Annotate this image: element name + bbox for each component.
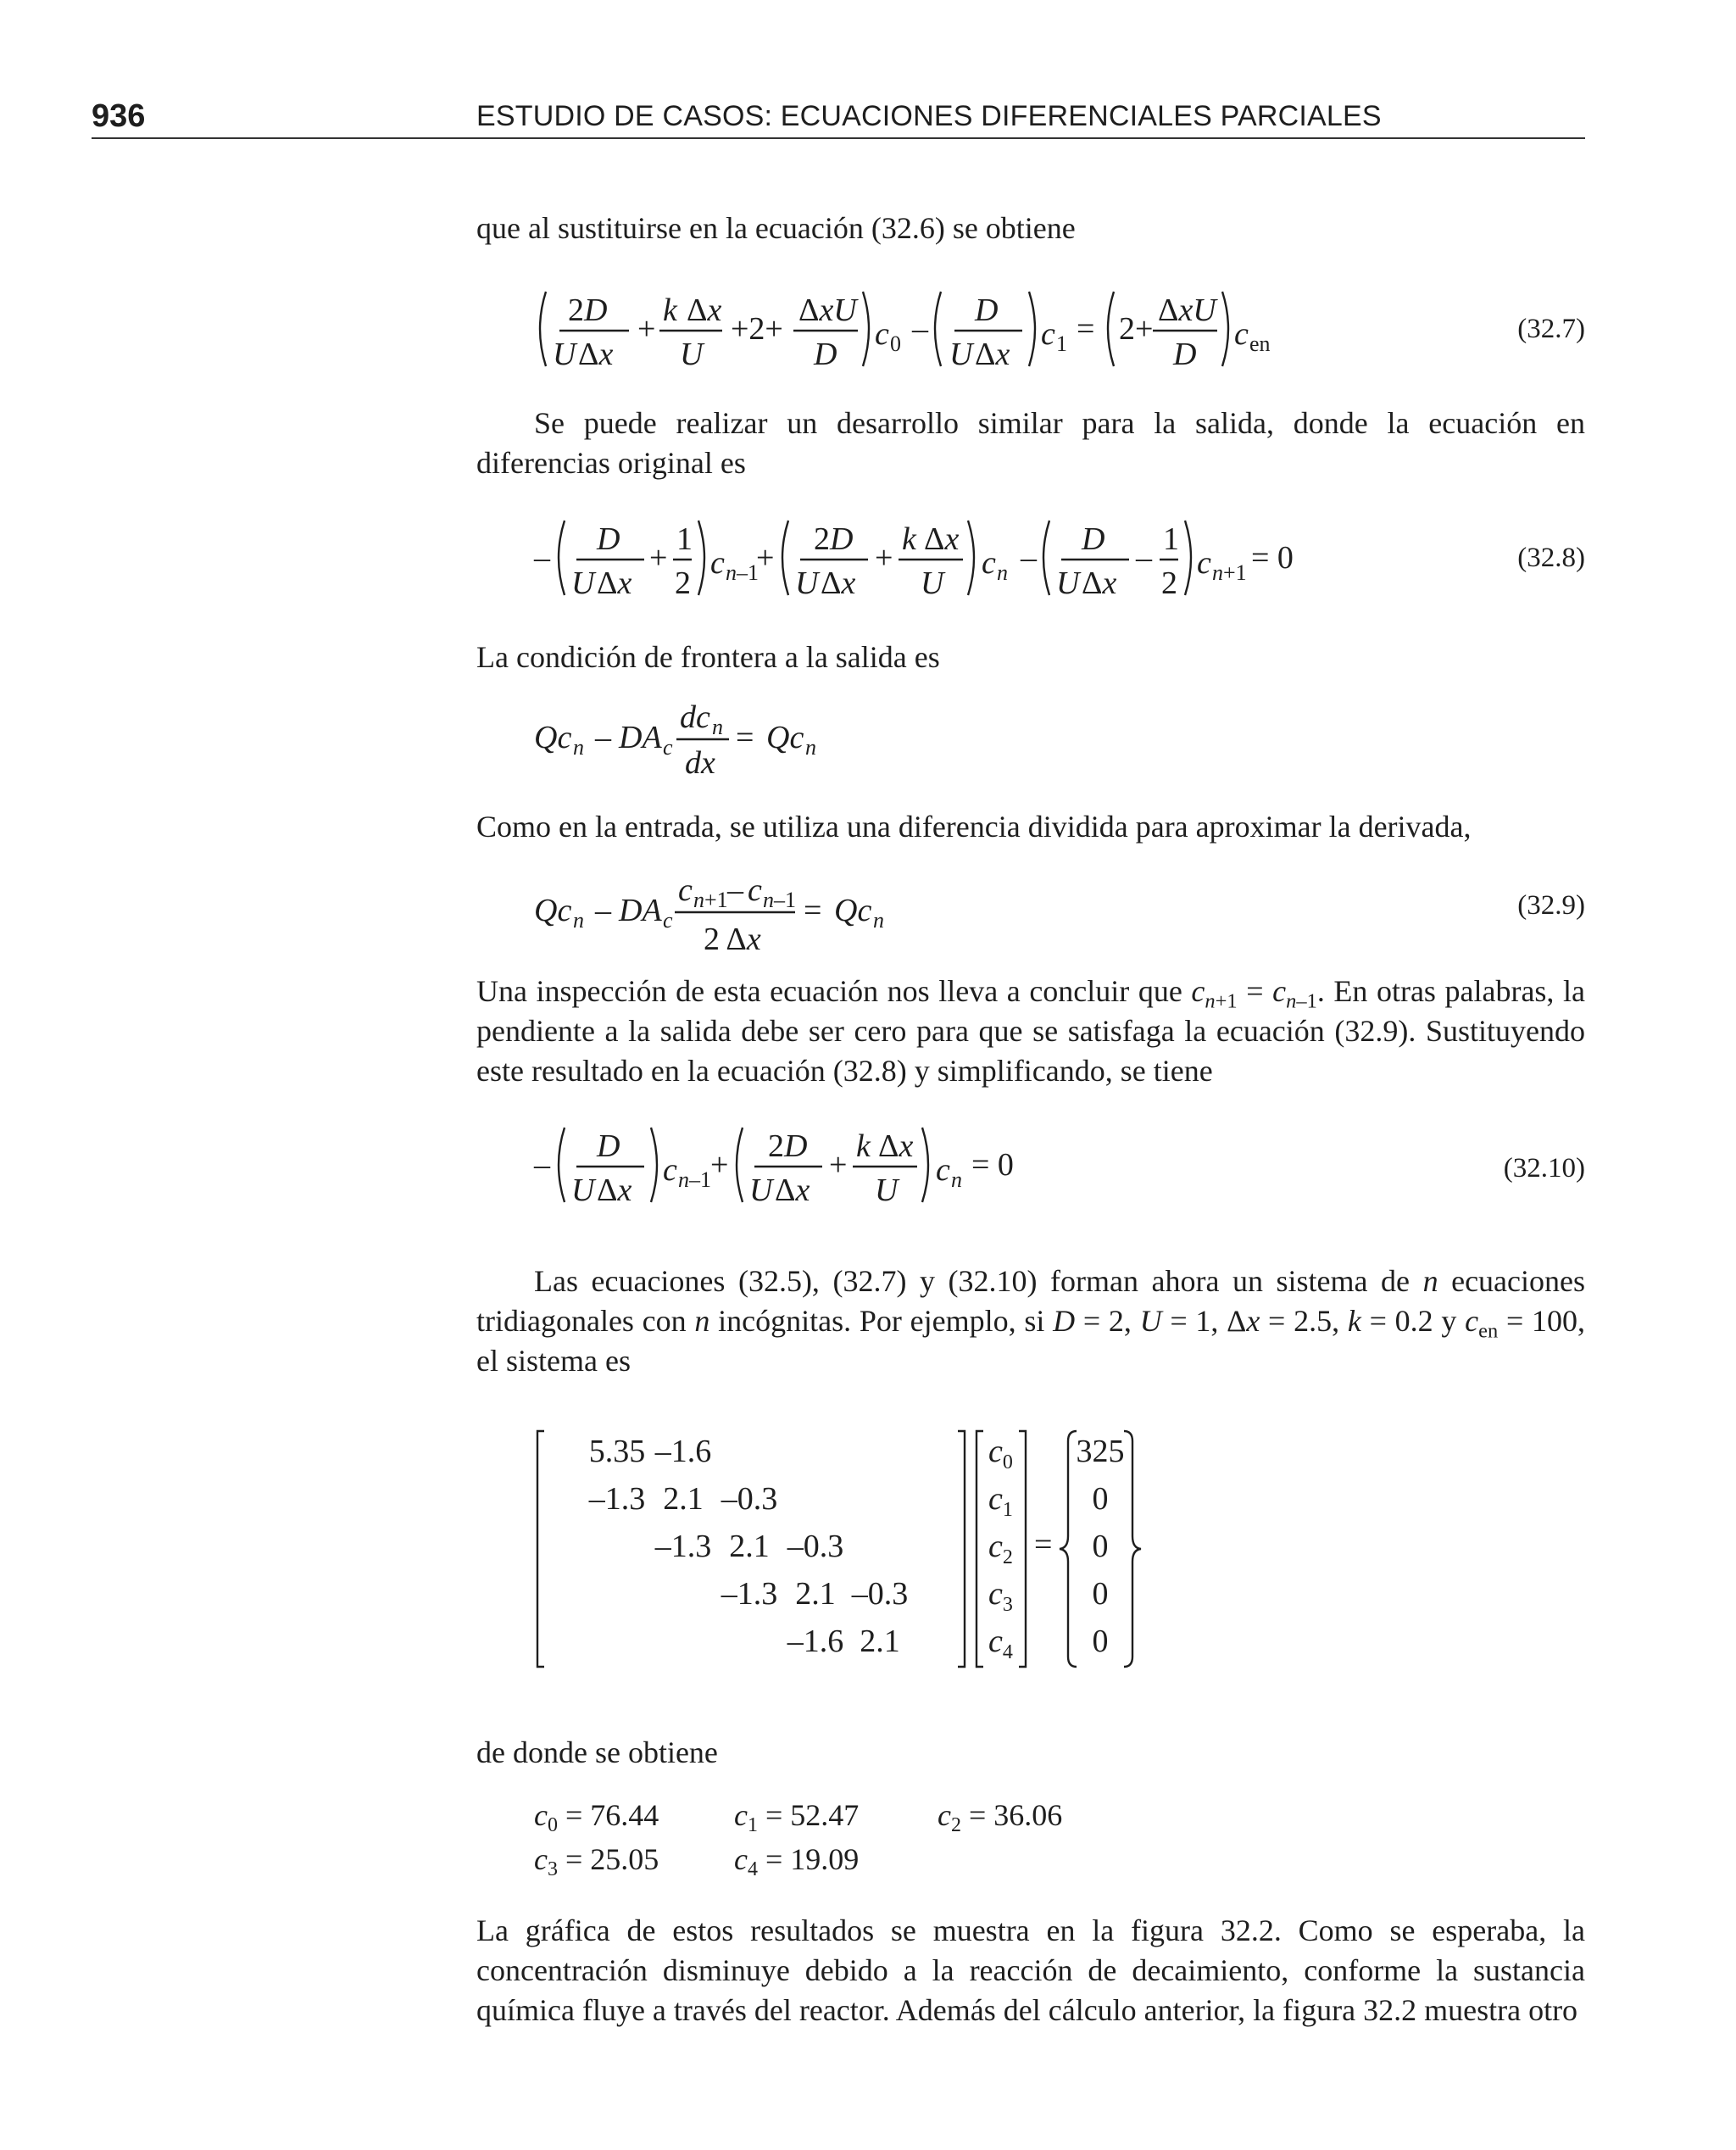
rhs-cell: 0 xyxy=(1092,1624,1109,1659)
header-rule xyxy=(92,137,1585,139)
svg-text:n–1: n–1 xyxy=(678,1167,711,1192)
svg-text:n: n xyxy=(573,735,584,760)
svg-text:c: c xyxy=(678,872,693,908)
svg-text:Δx: Δx xyxy=(578,337,614,372)
unknown-cell: $c_0$ xyxy=(988,1434,1013,1473)
svg-text:2: 2 xyxy=(675,565,691,601)
svg-text:n+1: n+1 xyxy=(693,888,728,912)
equation-32-8 xyxy=(534,514,1331,607)
svg-text:Δx: Δx xyxy=(1082,565,1117,601)
equation-32-7 xyxy=(534,285,1297,378)
rhs-cell: 325 xyxy=(1076,1434,1125,1469)
paragraph-divided-difference: Como en la entrada, se utiliza una diferencia dividida para aproximar la derivada, xyxy=(476,810,1472,844)
svg-text:D: D xyxy=(814,337,837,372)
svg-text:–: – xyxy=(727,872,743,908)
svg-text:c: c xyxy=(663,1152,677,1188)
svg-text:–: – xyxy=(1021,540,1037,576)
paragraph-intro: que al sustituirse en la ecuación (32.6) se obtiene xyxy=(476,211,1076,245)
paragraph-slope-zero: Una inspección de esta ecuación nos lleva a concluir que $c_{n+1} = c_{n-1}$. En otras palabras, la pendiente a la salida debe ser cero para que se satisfaga la ecuación (32.9). Sustituyendo este resultado en la ecuación (32.8) y simplificando, se tiene xyxy=(476,974,1585,1088)
svg-text:U: U xyxy=(680,337,704,372)
svg-text:DA: DA xyxy=(619,720,662,755)
svg-text:Δx: Δx xyxy=(975,337,1010,372)
svg-text:D: D xyxy=(597,1128,620,1164)
paragraph-outlet-boundary: La condición de frontera a la salida es xyxy=(476,640,940,674)
svg-text:dx: dx xyxy=(685,745,715,781)
svg-text:D: D xyxy=(1173,337,1197,372)
result-c3: $c_3 = 25.05$ xyxy=(534,1842,659,1881)
svg-text:–: – xyxy=(912,311,928,347)
result-c0: $c_0 = 76.44$ xyxy=(534,1798,659,1837)
svg-text:D: D xyxy=(975,292,999,328)
matrix-cell: –1.3 xyxy=(588,1481,646,1517)
svg-text:Δx: Δx xyxy=(597,1172,632,1208)
svg-text:c: c xyxy=(748,872,762,908)
paragraph-tridiagonal-system: Las ecuaciones (32.5), (32.7) y (32.10) forman ahora un sistema de n ecuaciones tridiagonales con n incógnitas. Por ejemplo, si D = 2, U = 1, Δx = 2.5, k = 0.2 y $c_{en} = 100$, el sistema es xyxy=(476,1264,1586,1378)
svg-text:c: c xyxy=(1234,316,1249,352)
svg-text:Δx: Δx xyxy=(821,565,856,601)
svg-text:+: + xyxy=(756,540,775,576)
svg-text:2D: 2D xyxy=(768,1128,808,1164)
matrix-system xyxy=(534,1428,1144,1674)
matrix-cell: –1.6 xyxy=(654,1434,712,1469)
svg-text:c: c xyxy=(936,1152,950,1188)
svg-text:–: – xyxy=(534,540,550,576)
svg-text:Qc: Qc xyxy=(534,893,572,928)
svg-text:en: en xyxy=(1249,331,1271,356)
svg-text:k: k xyxy=(902,521,916,557)
svg-text:+: + xyxy=(829,1147,848,1183)
svg-text:= 0: = 0 xyxy=(1251,540,1294,576)
running-head: ESTUDIO DE CASOS: ECUACIONES DIFERENCIALES PARCIALES xyxy=(476,100,1382,132)
svg-text:n: n xyxy=(573,908,584,933)
svg-text:ΔxU: ΔxU xyxy=(798,292,857,328)
matrix-cell: –0.3 xyxy=(787,1529,844,1564)
svg-text:U: U xyxy=(949,337,973,372)
matrix-cell: 5.35 xyxy=(588,1434,646,1469)
result-c1: $c_1 = 52.47$ xyxy=(734,1798,860,1837)
svg-text:c: c xyxy=(710,545,725,581)
result-c4: $c_4 = 19.09$ xyxy=(734,1842,860,1881)
svg-text:dc: dc xyxy=(680,699,710,735)
matrix-cell: –1.6 xyxy=(787,1624,844,1659)
svg-text:2D: 2D xyxy=(568,292,608,328)
svg-text:+2+: +2+ xyxy=(731,311,783,347)
svg-text:n: n xyxy=(712,715,723,739)
svg-text:n: n xyxy=(951,1167,962,1192)
page-number: 936 xyxy=(92,98,146,134)
svg-text:U: U xyxy=(553,337,576,372)
svg-text:Qc: Qc xyxy=(834,893,872,928)
svg-text:1: 1 xyxy=(676,521,693,557)
svg-text:U: U xyxy=(571,565,595,601)
svg-text:=: = xyxy=(1077,311,1095,347)
result-c2: $c_2 = 36.06$ xyxy=(938,1798,1063,1837)
svg-text:U: U xyxy=(571,1172,595,1208)
svg-text:2+: 2+ xyxy=(1119,311,1154,347)
svg-text:–: – xyxy=(1136,540,1152,576)
svg-text:U: U xyxy=(749,1172,773,1208)
equation-32-9 xyxy=(534,868,907,961)
svg-text:c: c xyxy=(663,908,673,933)
svg-text:D: D xyxy=(597,521,620,557)
svg-text:Δx: Δx xyxy=(878,1128,914,1164)
svg-text:U: U xyxy=(921,565,944,601)
svg-text:Δx: Δx xyxy=(597,565,632,601)
svg-text:1: 1 xyxy=(1056,331,1067,356)
equation-number-32-8: (32.8) xyxy=(1517,543,1585,573)
matrix-cell: –1.3 xyxy=(721,1576,778,1612)
unknown-cell: $c_4$ xyxy=(988,1624,1013,1663)
equation-number-32-7: (32.7) xyxy=(1517,314,1585,344)
equation-number-32-9: (32.9) xyxy=(1517,890,1585,921)
matrix-cell: 2.1 xyxy=(729,1529,770,1564)
unknown-cell: $c_2$ xyxy=(988,1529,1013,1568)
svg-text:–: – xyxy=(595,720,611,755)
svg-text:n: n xyxy=(805,735,816,760)
svg-text:0: 0 xyxy=(890,331,901,356)
svg-text:Qc: Qc xyxy=(534,720,572,755)
svg-text:U: U xyxy=(795,565,819,601)
matrix-cell: –0.3 xyxy=(851,1576,909,1612)
svg-text:=: = xyxy=(736,720,754,755)
svg-text:U: U xyxy=(875,1172,899,1208)
rhs-cell: 0 xyxy=(1092,1529,1109,1564)
matrix-cell: 2.1 xyxy=(795,1576,836,1612)
svg-text:Δx: Δx xyxy=(775,1172,810,1208)
svg-text:n–1: n–1 xyxy=(763,888,796,912)
svg-text:k: k xyxy=(663,292,677,328)
svg-text:c: c xyxy=(1197,545,1211,581)
svg-text:=: = xyxy=(1034,1527,1053,1562)
svg-text:n–1: n–1 xyxy=(726,560,759,585)
svg-text:ΔxU: ΔxU xyxy=(1158,292,1216,328)
svg-text:c: c xyxy=(663,735,673,760)
svg-text:+: + xyxy=(875,540,893,576)
svg-text:c: c xyxy=(875,316,889,352)
svg-text:=: = xyxy=(804,893,822,928)
svg-text:Δx: Δx xyxy=(687,292,722,328)
equation-32-10 xyxy=(534,1121,1060,1214)
svg-text:Δx: Δx xyxy=(924,521,960,557)
svg-text:n+1: n+1 xyxy=(1212,560,1247,585)
equation-number-32-10: (32.10) xyxy=(1503,1153,1585,1184)
paragraph-figure-discussion: La gráfica de estos resultados se muestra en la figura 32.2. Como se esperaba, la concentración disminuye debido a la reacción de decaimiento, conforme la sustancia química fluye a través del reactor. Además del cálculo anterior, la figura 32.2 muestra otro xyxy=(476,1913,1585,2027)
svg-text:2D: 2D xyxy=(814,521,854,557)
matrix-cell: –0.3 xyxy=(721,1481,778,1517)
matrix-cell: –1.3 xyxy=(654,1529,712,1564)
equation-outlet-boundary xyxy=(534,695,873,788)
svg-text:Qc: Qc xyxy=(766,720,804,755)
paragraph-solution-intro: de donde se obtiene xyxy=(476,1735,718,1769)
svg-text:U: U xyxy=(1056,565,1080,601)
svg-text:n: n xyxy=(997,560,1008,585)
paragraph-outlet-development: Se puede realizar un desarrollo similar para la salida, donde la ecuación en diferencias original es xyxy=(476,406,1585,480)
svg-text:2 Δx: 2 Δx xyxy=(704,922,761,957)
svg-text:k: k xyxy=(856,1128,871,1164)
svg-text:+: + xyxy=(649,540,668,576)
svg-text:–: – xyxy=(595,893,611,928)
svg-text:c: c xyxy=(982,545,996,581)
svg-text:+: + xyxy=(637,311,656,347)
svg-text:1: 1 xyxy=(1163,521,1179,557)
svg-text:–: – xyxy=(534,1147,550,1183)
matrix-cell: 2.1 xyxy=(860,1624,900,1659)
matrix-cell: 2.1 xyxy=(663,1481,704,1517)
svg-text:+: + xyxy=(710,1147,729,1183)
rhs-cell: 0 xyxy=(1092,1481,1109,1517)
svg-text:D: D xyxy=(1082,521,1105,557)
unknown-cell: $c_3$ xyxy=(988,1576,1013,1616)
svg-text:= 0: = 0 xyxy=(971,1147,1014,1183)
svg-text:DA: DA xyxy=(619,893,662,928)
unknown-cell: $c_1$ xyxy=(988,1481,1013,1521)
svg-text:2: 2 xyxy=(1161,565,1177,601)
svg-text:n: n xyxy=(873,908,884,933)
rhs-cell: 0 xyxy=(1092,1576,1109,1612)
svg-text:c: c xyxy=(1041,316,1055,352)
